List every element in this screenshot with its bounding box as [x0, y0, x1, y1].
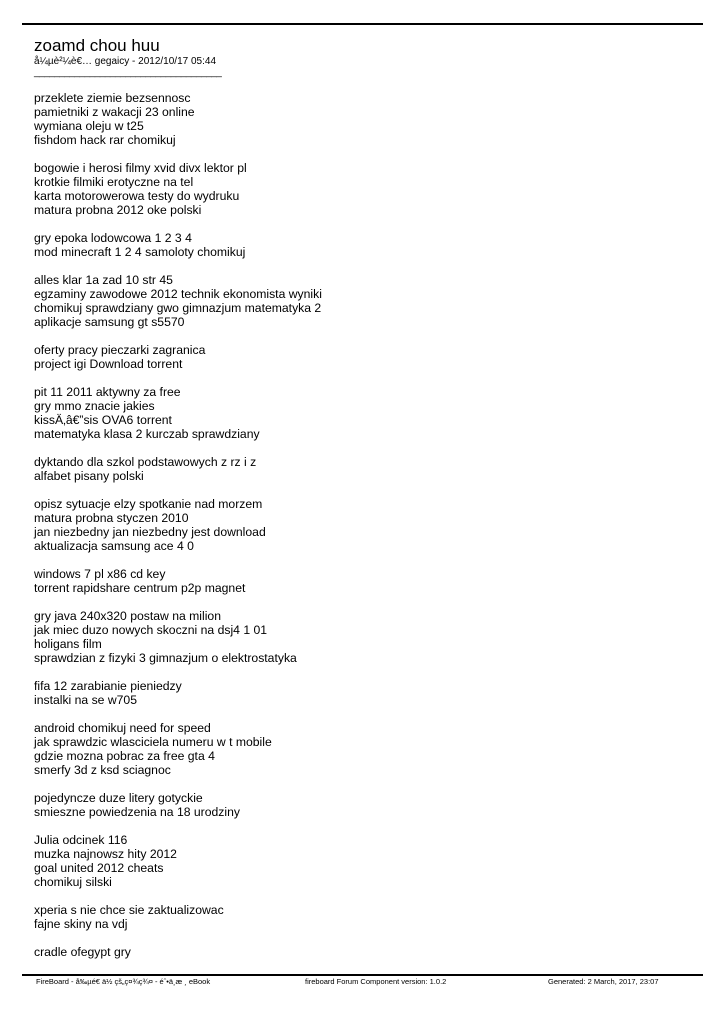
text-line: aktualizacja samsung ace 4 0 [34, 539, 194, 553]
text-line: gry java 240x320 postaw na milion [34, 609, 221, 623]
text-line: smieszne powiedzenia na 18 urodziny [34, 805, 240, 819]
text-line: jak miec duzo nowych skoczni na dsj4 1 01 [34, 623, 268, 637]
text-line: matura probna styczen 2010 [34, 511, 189, 525]
text-line: sprawdzian z fizyki 3 gimnazjum o elektrostatyka [34, 651, 297, 665]
text-line: matura probna 2012 oke polski [34, 203, 202, 217]
text-paragraph [34, 343, 694, 371]
text-line: pamietniki z wakacji 23 online [34, 105, 195, 119]
text-line: przeklete ziemie bezsennosc [34, 91, 191, 105]
text-line: torrent rapidshare centrum p2p magnet [34, 581, 246, 595]
text-line: android chomikuj need for speed [34, 721, 211, 735]
text-line: pojedyncze duze litery gotyckie [34, 791, 203, 805]
text-line: karta motorowerowa testy do wydruku [34, 189, 240, 203]
text-line: instalki na se w705 [34, 693, 137, 707]
text-line: mod minecraft 1 2 4 samoloty chomikuj [34, 245, 246, 259]
text-line: wymiana oleju w t25 [34, 119, 144, 133]
header-separator: _____________________________________ [34, 67, 222, 78]
text-line: alfabet pisany polski [34, 469, 144, 483]
text-line: fishdom hack rar chomikuj [34, 133, 176, 147]
text-line: alles klar 1a zad 10 str 45 [34, 273, 173, 287]
text-paragraph [34, 161, 694, 217]
text-line: project igi Download torrent [34, 357, 183, 371]
text-line: chomikuj silski [34, 875, 112, 889]
text-line: holigans film [34, 637, 102, 651]
post-title: zoamd chou huu [34, 36, 160, 55]
text-line: aplikacje samsung gt s5570 [34, 315, 185, 329]
footer-left: FireBoard - å‰µé€ ä½ çš„ç¤¾ç¾¤ - éˆ•ä¸æ ¸ eBook [36, 977, 211, 986]
footer-version: fireboard Forum Component version: 1.0.2 [305, 977, 447, 986]
text-line: jak sprawdzic wlasciciela numeru w t mobile [34, 735, 272, 749]
text-paragraph [34, 679, 694, 707]
text-paragraph [34, 567, 694, 595]
text-line: matematyka klasa 2 kurczab sprawdziany [34, 427, 260, 441]
text-line: pit 11 2011 aktywny za free [34, 385, 181, 399]
text-paragraph [34, 91, 694, 147]
text-line: fajne skiny na vdj [34, 917, 128, 931]
text-line: egzaminy zawodowe 2012 technik ekonomista wyniki [34, 287, 322, 301]
text-line: Julia odcinek 116 [34, 833, 128, 847]
text-paragraph [34, 497, 694, 553]
text-line: opisz sytuacje elzy spotkanie nad morzem [34, 497, 263, 511]
text-line: gdzie mozna pobrac za free gta 4 [34, 749, 215, 763]
text-paragraph [34, 945, 694, 959]
footer-generated: Generated: 2 March, 2017, 23:07 [548, 977, 659, 986]
text-line: gry epoka lodowcowa 1 2 3 4 [34, 231, 192, 245]
text-paragraph [34, 273, 694, 329]
bottom-rule [22, 974, 703, 976]
text-paragraph [34, 385, 694, 441]
text-line: smerfy 3d z ksd sciagnoc [34, 763, 171, 777]
text-line: goal united 2012 cheats [34, 861, 164, 875]
top-rule [22, 23, 703, 25]
text-line: oferty pracy pieczarki zagranica [34, 343, 206, 357]
text-paragraph [34, 609, 694, 665]
text-paragraph [34, 721, 694, 777]
text-paragraph [34, 791, 694, 819]
text-paragraph [34, 455, 694, 483]
text-line: bogowie i herosi filmy xvid divx lektor pl [34, 161, 247, 175]
text-line: muzka najnowsz hity 2012 [34, 847, 177, 861]
text-paragraph [34, 231, 694, 259]
text-line: fifa 12 zarabianie pieniedzy [34, 679, 182, 693]
text-paragraph [34, 903, 694, 931]
text-line: chomikuj sprawdziany gwo gimnazjum matematyka 2 [34, 301, 322, 315]
post-body [34, 91, 694, 973]
text-line: cradle ofegypt gry [34, 945, 131, 959]
text-line: windows 7 pl x86 cd key [34, 567, 166, 581]
text-paragraph [34, 833, 694, 889]
text-line: dyktando dla szkol podstawowych z rz i z [34, 455, 257, 469]
post-header [34, 36, 694, 78]
post-meta: å¼µè²¼è€… gegaicy - 2012/10/17 05:44 [34, 56, 217, 67]
text-line: jan niezbedny jan niezbedny jest download [34, 525, 266, 539]
text-line: xperia s nie chce sie zaktualizowac [34, 903, 224, 917]
text-line: kissÄ‚â€”sis OVA6 torrent [34, 413, 172, 427]
text-line: krotkie filmiki erotyczne na tel [34, 175, 194, 189]
text-line: gry mmo znacie jakies [34, 399, 155, 413]
